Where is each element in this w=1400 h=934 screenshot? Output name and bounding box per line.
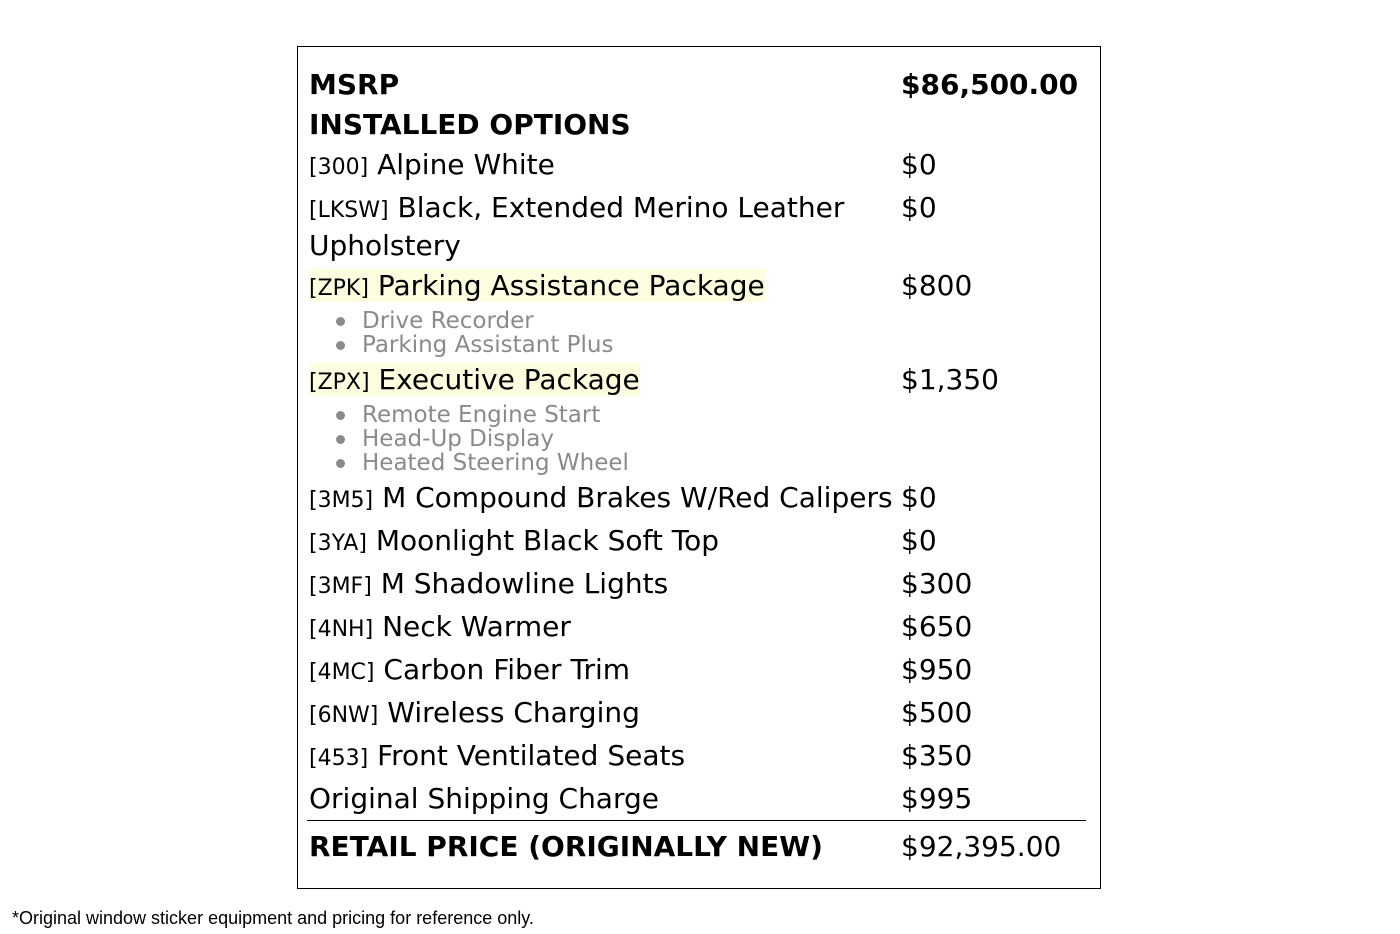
package-feature-list (309, 403, 1084, 475)
option-description (309, 268, 901, 306)
option-price: $0 (901, 148, 937, 181)
option-text (309, 696, 640, 729)
retail-price-row (309, 829, 1084, 864)
package-feature-label: Head-Up Display (362, 426, 554, 452)
option-description (309, 695, 901, 733)
package-feature (336, 403, 1084, 427)
option-price: $500 (901, 696, 973, 729)
footnote: *Original window sticker equipment and pricing for reference only. (12, 908, 534, 928)
option-code: [3M5] (309, 488, 374, 513)
package-feature-label: Heated Steering Wheel (362, 450, 629, 476)
option-code: [3YA] (309, 531, 367, 556)
option-name: Carbon Fiber Trim (383, 653, 631, 686)
option-text (309, 191, 844, 262)
msrp-row (309, 67, 1084, 102)
option-row (309, 652, 1084, 690)
options-list (309, 147, 1084, 776)
option-description (309, 523, 901, 561)
option-row (309, 738, 1084, 776)
option-price: $0 (901, 524, 937, 557)
package-feature (336, 451, 1084, 475)
retail-price-label: RETAIL PRICE (ORIGINALLY NEW) (309, 830, 823, 863)
option-description (309, 362, 901, 400)
option-code: [ZPX] (309, 370, 370, 395)
bullet-icon (336, 317, 345, 326)
retail-price-value: $92,395.00 (901, 830, 1062, 863)
bullet-icon (336, 459, 345, 468)
option-code: [4MC] (309, 660, 375, 685)
package-highlight (309, 269, 765, 302)
option-name: Wireless Charging (387, 696, 640, 729)
option-row (309, 566, 1084, 604)
option-row (309, 480, 1084, 518)
msrp-value: $86,500.00 (901, 68, 1079, 101)
installed-options-heading: INSTALLED OPTIONS (309, 108, 631, 141)
option-code: [6NW] (309, 703, 379, 728)
option-code: [3MF] (309, 574, 372, 599)
option-name: M Compound Brakes W/Red Calipers (382, 481, 893, 514)
option-code: [ZPK] (309, 276, 369, 301)
option-price: $950 (901, 653, 973, 686)
option-row (309, 268, 1084, 306)
option-code: [453] (309, 746, 369, 771)
option-row (309, 523, 1084, 561)
option-text (309, 524, 719, 557)
package-highlight (309, 363, 640, 396)
option-text (309, 739, 685, 772)
msrp-label: MSRP (309, 68, 400, 101)
option-row (309, 190, 1084, 263)
package-feature-label: Parking Assistant Plus (362, 332, 614, 358)
option-row (309, 609, 1084, 647)
bullet-icon (336, 341, 345, 350)
option-text (309, 653, 630, 686)
option-price: $650 (901, 610, 973, 643)
option-row (309, 695, 1084, 733)
option-price: $300 (901, 567, 973, 600)
option-text (309, 481, 893, 514)
option-name: Neck Warmer (382, 610, 571, 643)
total-divider (307, 820, 1086, 821)
option-description (309, 652, 901, 690)
package-feature-label: Drive Recorder (362, 308, 534, 334)
shipping-row (309, 781, 1084, 816)
option-description (309, 609, 901, 647)
package-feature (336, 333, 1084, 357)
option-description (309, 147, 901, 185)
option-code: [300] (309, 155, 369, 180)
option-row (309, 362, 1084, 400)
option-price: $1,350 (901, 363, 999, 396)
option-text (309, 567, 668, 600)
option-description (309, 190, 901, 263)
option-price: $0 (901, 191, 937, 224)
shipping-label: Original Shipping Charge (309, 782, 659, 815)
option-code: [LKSW] (309, 198, 389, 223)
option-text (309, 610, 571, 643)
option-name: Black, Extended Merino Leather Upholstery (309, 191, 845, 262)
option-name: Alpine White (377, 148, 555, 181)
package-feature-label: Remote Engine Start (362, 402, 601, 428)
option-name: Executive Package (378, 363, 640, 396)
option-name: Parking Assistance Package (377, 269, 765, 302)
option-name: Front Ventilated Seats (377, 739, 686, 772)
package-feature-list (309, 309, 1084, 357)
option-price: $0 (901, 481, 937, 514)
option-price: $350 (901, 739, 973, 772)
package-feature (336, 427, 1084, 451)
shipping-value: $995 (901, 782, 973, 815)
bullet-icon (336, 411, 345, 420)
option-price: $800 (901, 269, 973, 302)
option-name: M Shadowline Lights (380, 567, 669, 600)
option-text (309, 148, 555, 181)
window-sticker (297, 46, 1101, 889)
option-description (309, 480, 901, 518)
bullet-icon (336, 435, 345, 444)
option-description (309, 566, 901, 604)
package-feature (336, 309, 1084, 333)
option-name: Moonlight Black Soft Top (375, 524, 720, 557)
option-description (309, 738, 901, 776)
option-row (309, 147, 1084, 185)
option-code: [4NH] (309, 617, 374, 642)
